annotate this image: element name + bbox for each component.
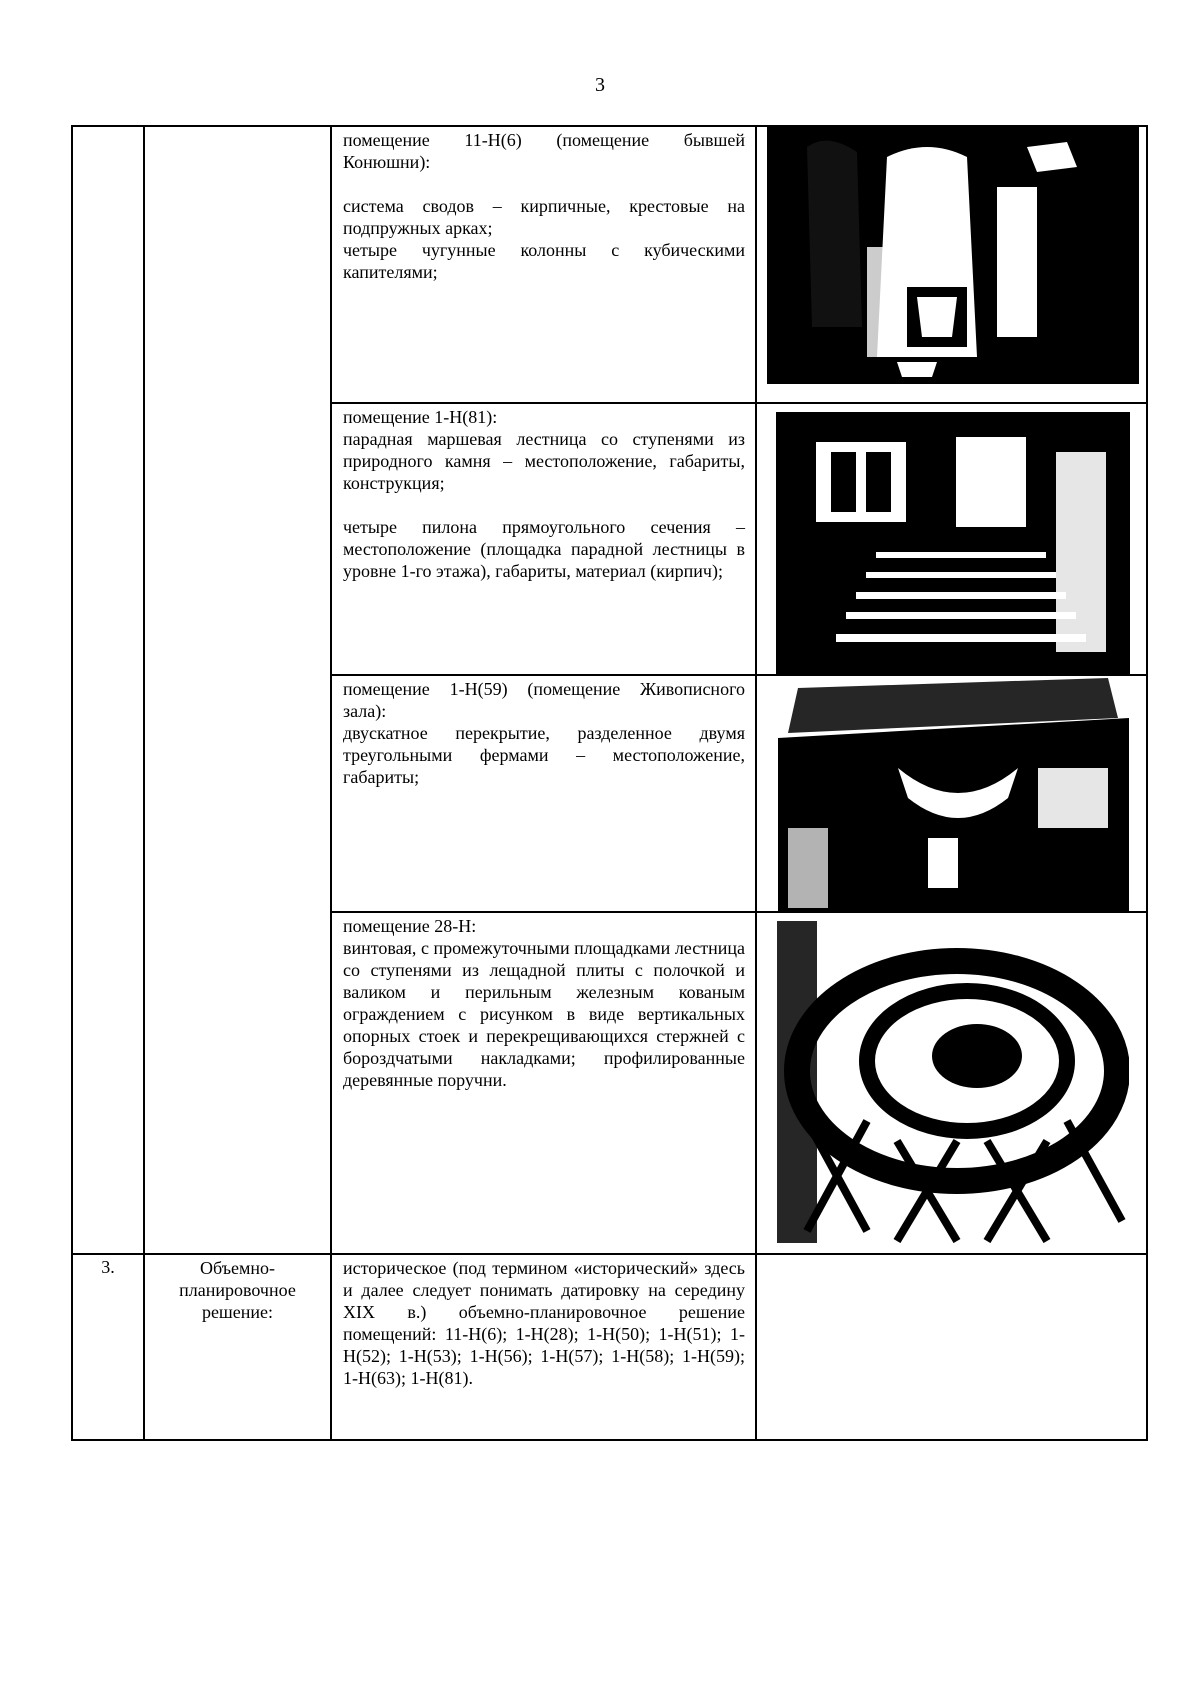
entry-text-cell	[331, 912, 756, 1254]
entry-heading: помещение 1-Н(59) (помещение Живописного зала):	[343, 679, 745, 721]
empty-photo-cell	[756, 1254, 1147, 1440]
photo-cell	[756, 126, 1147, 403]
row-title-cell	[144, 126, 331, 1254]
entry-text-cell	[331, 1254, 756, 1440]
entry-item: двускатное перекрытие, разделенное двумя треугольными фермами – местоположение, габариты;	[343, 723, 745, 787]
monument-subject-table	[71, 125, 1148, 1441]
entry-text-cell	[331, 675, 756, 912]
entry-item: четыре чугунные колонны с кубическими капителями;	[343, 240, 745, 282]
main-staircase-photo	[776, 412, 1130, 674]
painting-hall-photo	[778, 678, 1129, 911]
spiral-staircase-photo	[777, 921, 1129, 1243]
entry-heading: помещение 1-Н(81):	[343, 407, 498, 427]
entry-text-cell	[331, 126, 756, 403]
entry-text-cell	[331, 403, 756, 675]
photo-cell	[756, 403, 1147, 675]
row-number: 3.	[72, 1254, 144, 1440]
entry-item: парадная маршевая лестница со ступенями из природного камня – местоположение, габариты, конструкция;	[343, 429, 745, 493]
table-row	[72, 1254, 1147, 1440]
stable-vaults-photo	[767, 127, 1139, 384]
entry-item: винтовая, с промежуточными площадками лестница со ступенями из лещадной плиты с полочкой и валиком и перильным железным кованым ограждением с рисунком в виде вертикальных опорных стоек и перекрещивающихся стержней с бороздчатыми накладками; профилированные деревянные поручни.	[343, 938, 745, 1090]
table-row	[72, 126, 1147, 403]
page-number: 3	[595, 74, 605, 96]
photo-cell	[756, 912, 1147, 1254]
entry-text: историческое (под термином «исторический» здесь и далее следует понимать датировку на середину XIX в.) объемно-планировочное решение помещений: 11-Н(6); 1-Н(28); 1-Н(50); 1-Н(51); 1-Н(52); 1-Н(53); 1-Н(56); 1-Н(57); 1-Н(58); 1-Н(59); 1-Н(63); 1-Н(81).	[343, 1258, 745, 1388]
row-title: Объемно-планировочное решение:	[144, 1254, 331, 1440]
photo-cell	[756, 675, 1147, 912]
entry-heading: помещение 11-Н(6) (помещение бывшей Конюшни):	[343, 130, 745, 172]
row-number-cell	[72, 126, 144, 1254]
entry-item: система сводов – кирпичные, крестовые на подпружных арках;	[343, 196, 745, 238]
entry-heading: помещение 28-Н:	[343, 916, 477, 936]
entry-item: четыре пилона прямоугольного сечения – местоположение (площадка парадной лестницы в уровне 1-го этажа), габариты, материал (кирпич);	[343, 517, 745, 581]
